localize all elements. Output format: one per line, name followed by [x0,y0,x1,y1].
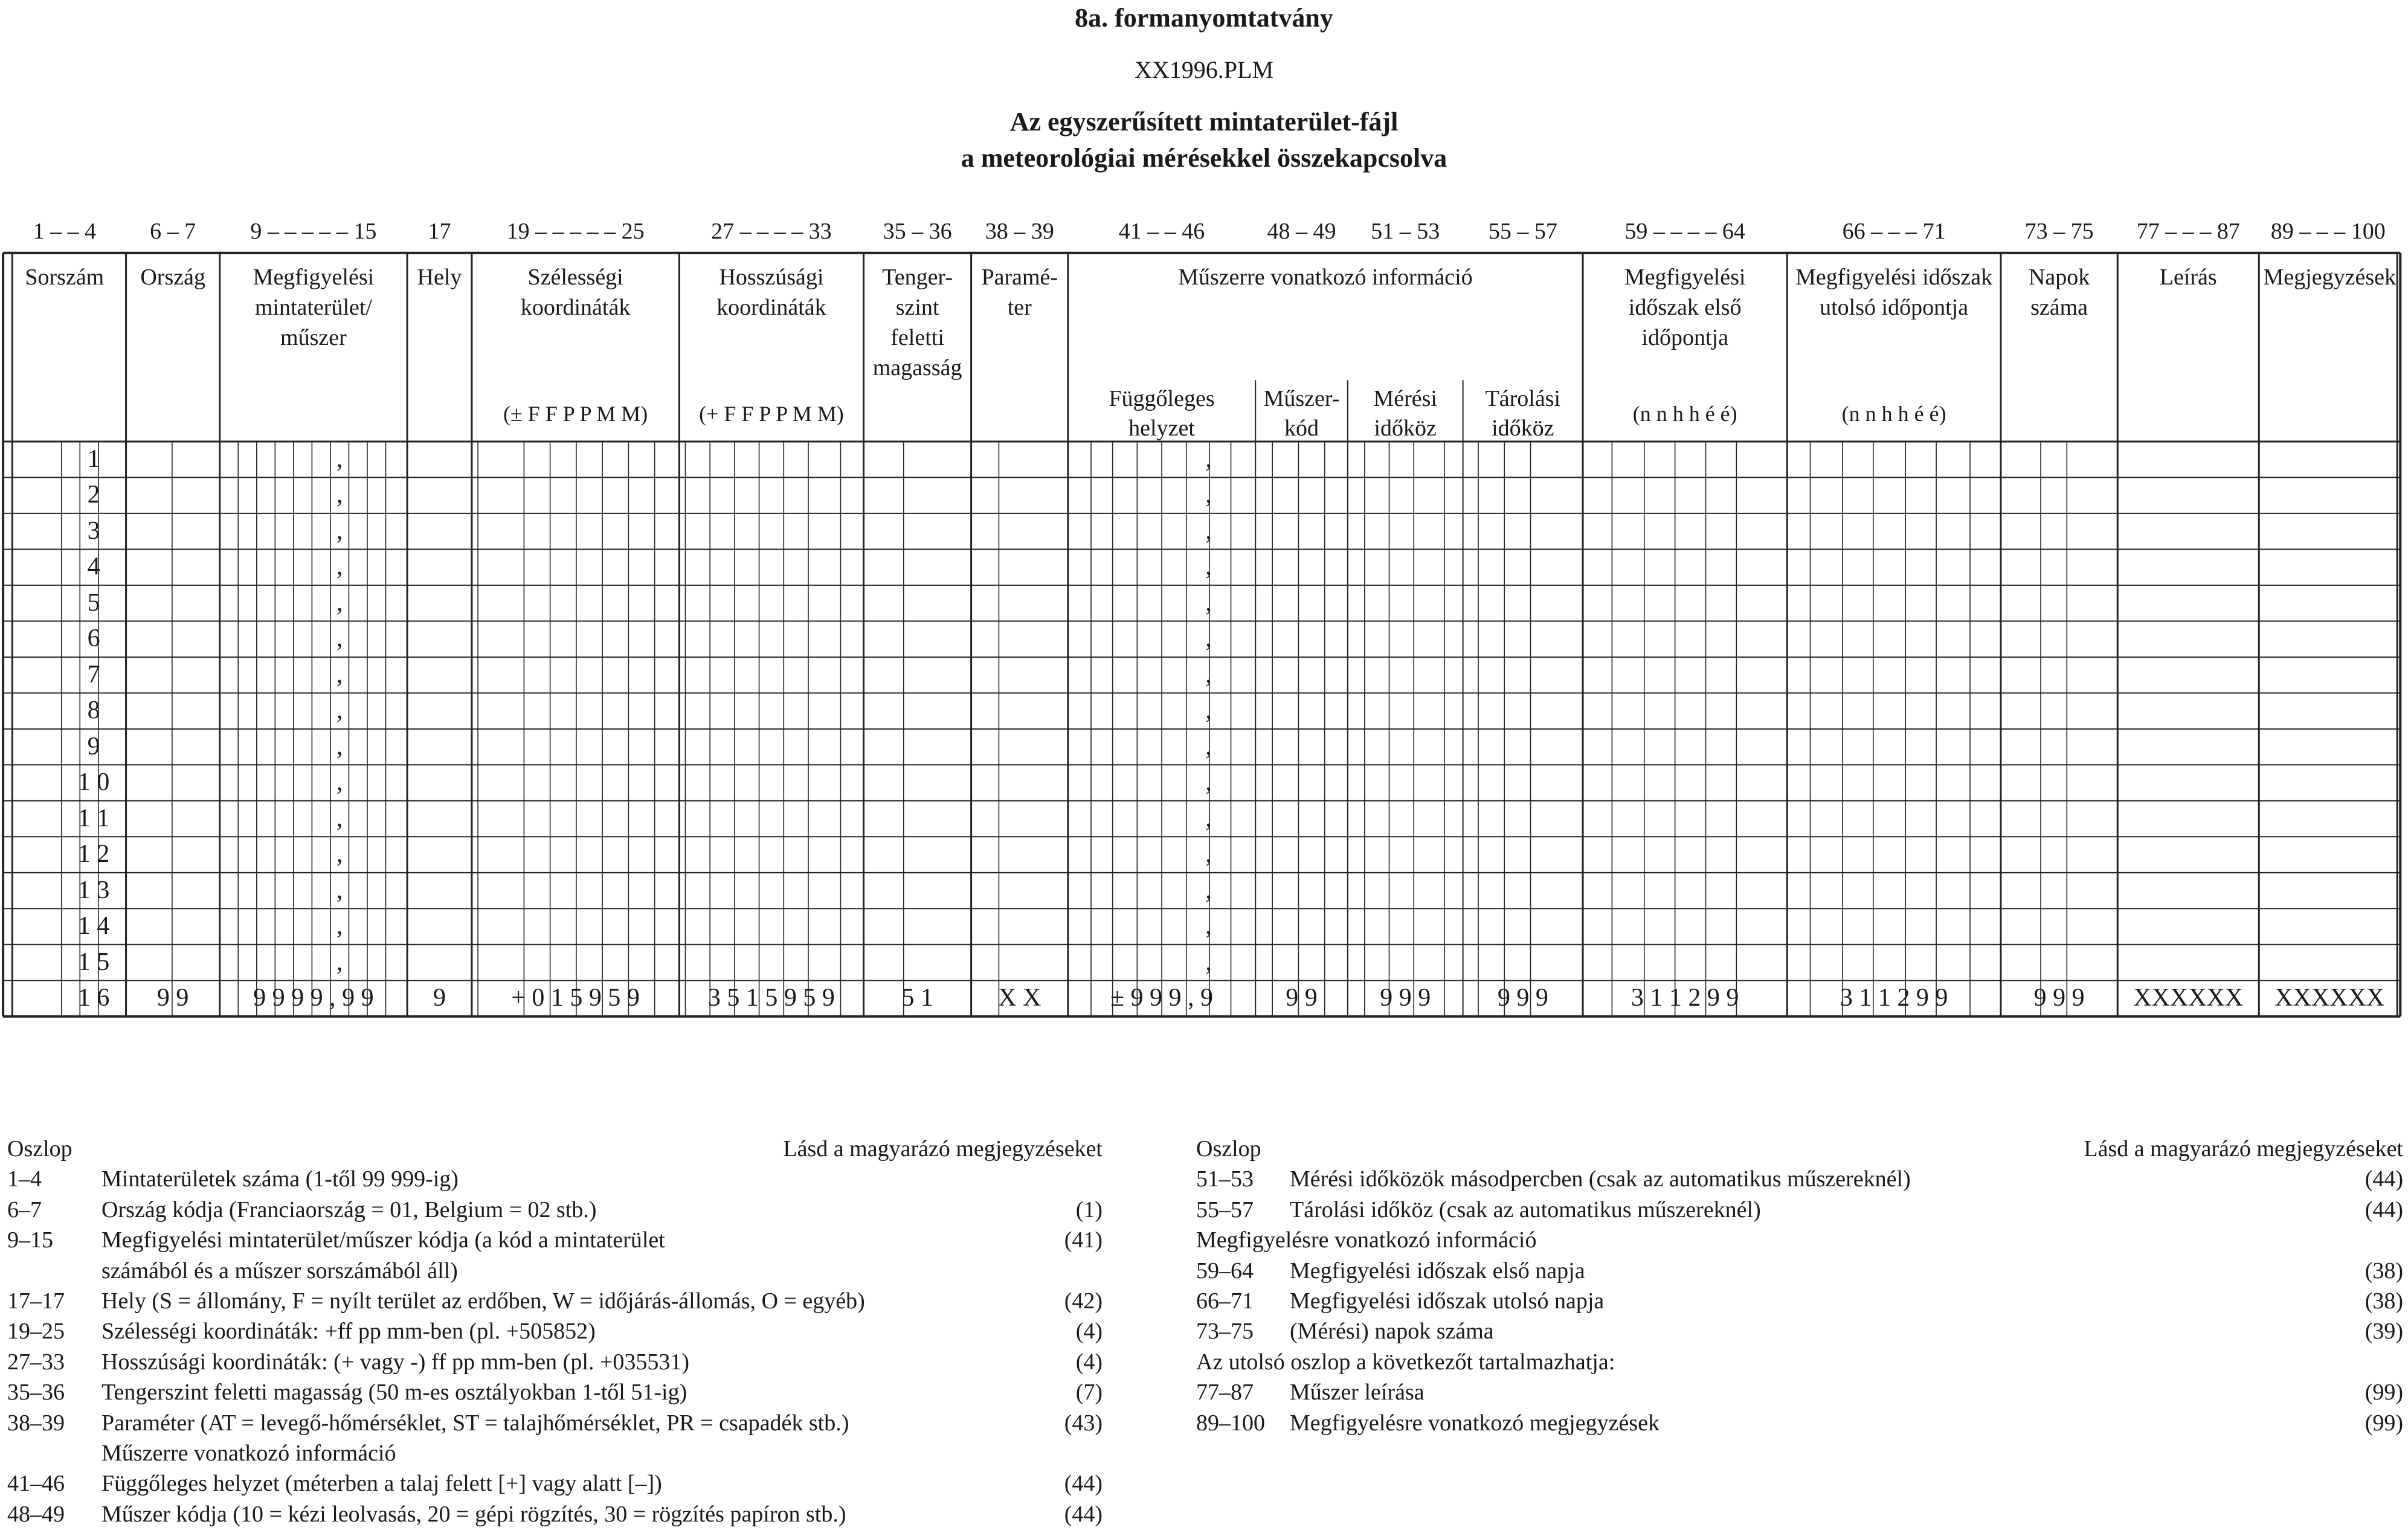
legend-right-row-text: Megfigyelésre vonatkozó információ [1196,1227,1537,1253]
column-range-label: 73 – 75 [2024,218,2094,244]
header-napok-line: Napok [2028,264,2090,290]
row-number: 9 [87,732,100,760]
header-elso-line: időszak első [1628,294,1742,320]
legend-left-row-code: 6–7 [7,1197,42,1223]
row-comma-instrument: , [1205,876,1212,904]
legend-right-row-text: Mérési időközök másodpercben (csak az automatikus műszereknél) [1290,1166,1911,1192]
row-comma-area: , [336,876,343,904]
row-number: 1 3 [77,876,110,904]
row-number: 1 5 [77,948,110,976]
legend-left-row-note: (4) [1075,1319,1103,1345]
legend-right-row-note: (38) [2365,1288,2403,1314]
column-range-label: 35 – 36 [883,218,952,244]
legend-left-row-code: 35–36 [7,1380,65,1406]
legend-left-row-code: 48–49 [7,1501,65,1527]
legend-right-row-note: (99) [2365,1380,2403,1406]
header-megfigyelesi-line: Megfigyelési [253,264,375,290]
legend-right-row-text: Megfigyelésre vonatkozó megjegyzések [1290,1410,1660,1436]
column-range-label: 41 – – 46 [1118,218,1205,244]
row-comma-area: , [336,768,343,797]
header-hosszusagi-line: Hosszúsági [719,264,824,290]
sample-elso: 3 1 1 2 9 9 [1631,984,1739,1012]
sample-hosszusagi: 3 5 1 5 9 5 9 [707,984,835,1012]
row-comma-instrument: , [1205,912,1212,940]
row-comma-area: , [336,696,343,725]
legend-right-row-note: (39) [2365,1319,2403,1345]
legend-right-row-text: (Mérési) napok száma [1290,1319,1494,1345]
row-comma-instrument: , [1205,588,1212,617]
row-number: 1 2 [77,840,110,869]
header-szelessegi-line: koordináták [520,294,631,320]
sample-mintaterulet: 9 9 9 9 , 9 9 [253,984,374,1012]
header-utolso-format: (n n h h é é) [1841,401,1946,426]
column-range-label: 17 [428,218,451,244]
row-number: 6 [87,625,100,653]
legend-left-row-text: Műszerre vonatkozó információ [101,1441,396,1466]
column-range-label: 27 – – – – 33 [711,218,832,244]
sample-muszerkod: 9 9 [1286,984,1318,1012]
sample-tarolasi: 9 9 9 [1497,984,1548,1012]
header-fuggoleges-line: Függőleges [1109,385,1215,411]
legend-left-head-column: Oszlop [7,1136,72,1162]
sample-megjegyzesek: XXXXXX [2274,984,2385,1012]
sample-szelessegi: + 0 1 5 9 5 9 [511,984,640,1012]
legend-left-row-note: (4) [1075,1349,1103,1375]
row-comma-instrument: , [1205,660,1212,689]
sample-meresi: 9 9 9 [1380,984,1431,1012]
column-range-label: 6 – 7 [150,218,196,244]
legend-right-row-text: Tárolási időköz (csak az automatikus műszereknél) [1290,1197,1761,1223]
header-hosszusagi-format: (+ F F P P M M) [699,401,844,426]
legend-left-row-text: Műszer kódja (10 = kézi leolvasás, 20 = gépi rögzítés, 30 = rögzítés papíron stb.) [101,1501,846,1527]
row-comma-instrument: , [1205,804,1212,832]
row-number: 7 [87,660,100,689]
header-szelessegi-line: Szélességi [527,264,623,290]
row-number: 5 [87,588,100,617]
column-range-label: 55 – 57 [1488,218,1557,244]
form-title: 8a. formanyomtatvány [1075,3,1333,33]
sample-leiras: XXXXXX [2133,984,2244,1012]
row-number: 1 0 [77,768,110,797]
legend-right-row-note: (44) [2365,1166,2403,1192]
column-range-label: 19 – – – – – 25 [506,218,645,244]
column-range-label: 1 – – 4 [33,218,97,244]
legend-left-row-text: Szélességi koordináták: +ff pp mm-ben (pl. +505852) [101,1319,596,1345]
legend-right-row-text: Megfigyelési időszak első napja [1290,1258,1585,1284]
header-muszerkod-line: Műszer- [1263,385,1340,411]
header-muszerkod-line: kód [1284,416,1319,442]
legend-left-row-note: (41) [1064,1227,1103,1253]
legend-right-head-column: Oszlop [1196,1136,1261,1162]
header-szelessegi-format: (± F F P P M M) [503,401,648,426]
row-comma-instrument: , [1205,625,1212,653]
form-subtitle-line2: a meteorológiai mérésekkel összekapcsolva [961,143,1447,173]
row-comma-instrument: , [1205,516,1212,545]
legend-left-row-text: Tengerszint feletti magasság (50 m-es osztályokban 1-től 51-ig) [101,1380,687,1406]
legend-right-head-note: Lásd a magyarázó megjegyzéseket [2084,1136,2403,1162]
header-megfigyelesi-line: műszer [280,324,347,350]
row-number: 4 [87,553,100,581]
sample-napok: 9 9 9 [2033,984,2085,1012]
file-code: XX1996.PLM [1134,56,1274,83]
header-utolso-line: Megfigyelési időszak [1795,264,1993,290]
legend-right-row-text: Az utolsó oszlop a következőt tartalmazhatja: [1196,1349,1615,1375]
legend-left-row-code: 27–33 [7,1349,65,1375]
header-megjegyzesek: Megjegyzések [2263,264,2396,290]
sample-tengerszint: 5 1 [901,984,933,1012]
legend-left-row-note: (42) [1064,1288,1103,1314]
row-comma-area: , [336,804,343,832]
header-tarolasi-line: időköz [1492,416,1554,442]
legend-right-row-code: 51–53 [1196,1166,1254,1192]
header-elso-line: időpontja [1641,324,1728,350]
legend-left-row-note: (44) [1064,1501,1103,1527]
header-meresi-line: Mérési [1373,385,1437,411]
sample-hely: 9 [433,984,446,1012]
legend-left-row-text: számából és a műszer sorszámából áll) [101,1258,458,1284]
row-comma-area: , [336,445,343,473]
header-parameter-line: ter [1007,294,1032,320]
row-comma-area: , [336,660,343,689]
header-hely: Hely [417,264,462,290]
header-leiras: Leírás [2159,264,2217,290]
header-muszer-info: Műszerre vonatkozó információ [1178,264,1473,290]
row-number: 1 1 [77,804,110,832]
sample-fuggoleges: ± 9 9 9 , 9 [1110,984,1214,1012]
row-comma-area: , [336,948,343,976]
header-tengerszint-line: magasság [872,355,962,381]
column-range-label: 89 – – – 100 [2270,218,2386,244]
column-range-label: 51 – 53 [1371,218,1440,244]
row-comma-area: , [336,625,343,653]
row-comma-area: , [336,516,343,545]
row-comma-area: , [336,912,343,940]
form-subtitle-line1: Az egyszerűsített mintaterület-fájl [1009,107,1399,137]
legend-left-row-text: Ország kódja (Franciaország = 01, Belgium = 02 stb.) [101,1197,597,1223]
row-number: 8 [87,696,100,725]
column-range-label: 77 – – – 87 [2136,218,2240,244]
header-napok-line: száma [2030,294,2088,320]
legend-left-row-text: Hosszúsági koordináták: (+ vagy -) ff pp mm-ben (pl. +035531) [101,1349,689,1375]
column-range-label: 9 – – – – – 15 [250,218,377,244]
row-comma-area: , [336,553,343,581]
header-tarolasi-line: Tárolási [1485,385,1561,411]
row-comma-instrument: , [1205,732,1212,760]
legend-left-row-text: Paraméter (AT = levegő-hőmérséklet, ST = talajhőmérséklet, PR = csapadék stb.) [101,1410,849,1436]
legend-left-row-code: 19–25 [7,1319,65,1345]
row-number: 1 [87,445,100,473]
legend-right-row-text: Megfigyelési időszak utolsó napja [1290,1288,1605,1314]
legend-left-row-note: (43) [1064,1410,1103,1436]
row-comma-instrument: , [1205,445,1212,473]
row-comma-area: , [336,481,343,509]
header-parameter-line: Paramé- [981,264,1058,290]
legend-left-row-code: 9–15 [7,1227,53,1253]
legend-right-row-note: (99) [2365,1410,2403,1436]
legend-right-row-note: (44) [2365,1197,2403,1223]
row-comma-instrument: , [1205,481,1212,509]
header-sorszam: Sorszám [25,264,105,290]
row-number: 2 [87,481,100,509]
row-comma-instrument: , [1205,948,1212,976]
legend-left-row-code: 1–4 [7,1166,42,1192]
legend-right-row-code: 55–57 [1196,1197,1254,1223]
legend-right-row-code: 89–100 [1196,1410,1265,1436]
header-meresi-line: időköz [1374,416,1437,442]
column-range-label: 66 – – – 71 [1842,218,1946,244]
legend-left-row-text: Mintaterületek száma (1-től 99 999-ig) [101,1166,459,1192]
row-comma-area: , [336,840,343,869]
row-comma-instrument: , [1205,553,1212,581]
header-tengerszint-line: feletti [890,324,944,350]
legend-right-row-note: (38) [2365,1258,2403,1284]
legend-right-row-code: 73–75 [1196,1319,1254,1345]
row-comma-area: , [336,588,343,617]
legend-left-row-code: 41–46 [7,1471,65,1497]
sample-parameter: X X [998,984,1041,1012]
legend-left-row-code: 17–17 [7,1288,65,1314]
sample-orszag: 9 9 [156,984,189,1012]
legend-left-head-note: Lásd a magyarázó megjegyzéseket [783,1136,1103,1162]
row-comma-area: , [336,732,343,760]
legend-right-row-code: 66–71 [1196,1288,1254,1314]
header-utolso-line: utolsó időpontja [1820,294,1969,320]
legend-left-row-note: (7) [1075,1380,1103,1406]
legend-left-row-text: Függőleges helyzet (méterben a talaj felett [+] vagy alatt [–]) [101,1471,662,1497]
row-number: 1 4 [77,912,110,940]
row-comma-instrument: , [1205,768,1212,797]
row-number: 1 6 [77,984,110,1012]
header-elso-format: (n n h h é é) [1632,401,1737,426]
legend-left-row-note: (44) [1064,1471,1103,1497]
row-comma-instrument: , [1205,840,1212,869]
column-range-label: 38 – 39 [985,218,1054,244]
header-tengerszint-line: szint [895,294,939,320]
legend-right-row-code: 59–64 [1196,1258,1254,1284]
legend-right-row-text: Műszer leírása [1290,1380,1425,1406]
header-elso-line: Megfigyelési [1624,264,1746,290]
column-range-label: 48 – 49 [1267,218,1336,244]
header-fuggoleges-line: helyzet [1128,416,1195,442]
header-megfigyelesi-line: mintaterület/ [254,294,372,320]
column-range-label: 59 – – – – 64 [1624,218,1745,244]
legend-left-row-code: 38–39 [7,1410,65,1436]
header-hosszusagi-line: koordináták [716,294,826,320]
legend-left-row-text: Megfigyelési mintaterület/műszer kódja (a kód a mintaterület [101,1227,665,1253]
legend-left-row-text: Hely (S = állomány, F = nyílt terület az erdőben, W = időjárás-állomás, O = egyéb) [101,1288,865,1314]
sample-utolso: 3 1 1 2 9 9 [1840,984,1948,1012]
row-number: 3 [87,516,100,545]
row-comma-instrument: , [1205,696,1212,725]
header-orszag: Ország [140,264,205,290]
header-tengerszint-line: Tenger- [882,264,953,290]
legend-right-row-code: 77–87 [1196,1380,1254,1406]
legend-left-row-note: (1) [1075,1197,1103,1223]
